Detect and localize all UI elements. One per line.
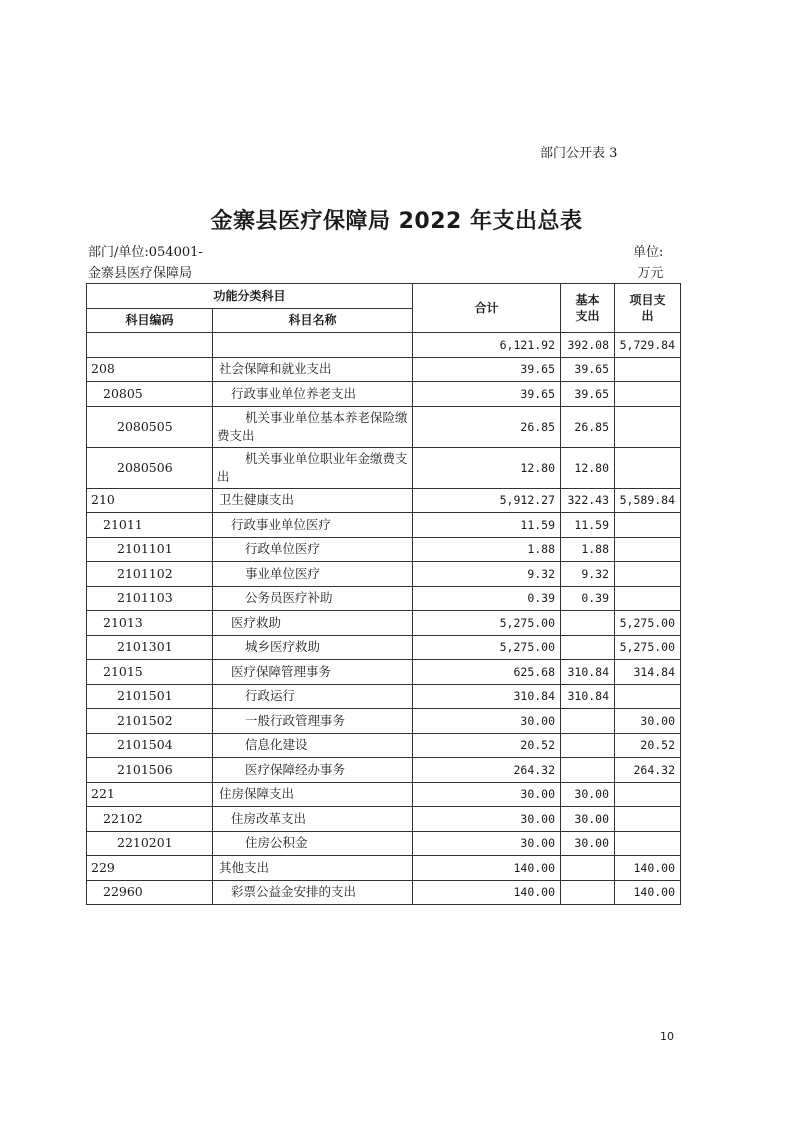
table-row — [87, 684, 681, 709]
cell-total: 264.32 — [413, 758, 561, 783]
cell-name: 住房保障支出 — [213, 782, 413, 807]
expenditure-table — [86, 283, 681, 905]
header-name: 科目名称 — [213, 308, 413, 333]
cell-total: 9.32 — [413, 562, 561, 587]
cell-total: 30.00 — [413, 807, 561, 832]
cell-code — [87, 333, 213, 358]
table-row — [87, 758, 681, 783]
cell-name: 机关事业单位基本养老保险缴费支出 — [213, 406, 413, 447]
cell-name: 机关事业单位职业年金缴费支出 — [213, 447, 413, 488]
cell-name: 卫生健康支出 — [213, 488, 413, 513]
cell-name: 行政运行 — [213, 684, 413, 709]
cell-name: 医疗保障经办事务 — [213, 758, 413, 783]
cell-name — [213, 333, 413, 358]
cell-code: 2210201 — [87, 831, 213, 856]
cell-total: 5,912.27 — [413, 488, 561, 513]
table-body — [87, 333, 681, 905]
header-basic-line2: 支出 — [575, 309, 600, 323]
cell-project — [615, 382, 681, 407]
table-row — [87, 831, 681, 856]
cell-code: 21015 — [87, 660, 213, 685]
cell-code: 2101502 — [87, 709, 213, 734]
cell-code: 20805 — [87, 382, 213, 407]
table-row — [87, 856, 681, 881]
cell-total: 5,275.00 — [413, 611, 561, 636]
cell-project: 20.52 — [615, 733, 681, 758]
cell-name: 行政事业单位医疗 — [213, 513, 413, 538]
cell-name: 信息化建设 — [213, 733, 413, 758]
cell-code: 21013 — [87, 611, 213, 636]
cell-project: 5,275.00 — [615, 611, 681, 636]
cell-code: 2101506 — [87, 758, 213, 783]
cell-basic: 11.59 — [561, 513, 615, 538]
table-row — [87, 660, 681, 685]
cell-name: 一般行政管理事务 — [213, 709, 413, 734]
cell-basic — [561, 709, 615, 734]
table-row — [87, 537, 681, 562]
cell-project — [615, 513, 681, 538]
table-row — [87, 586, 681, 611]
cell-name: 城乡医疗救助 — [213, 635, 413, 660]
table-row — [87, 880, 681, 905]
cell-code: 208 — [87, 357, 213, 382]
unit-label-line2: 万元 — [637, 266, 664, 281]
cell-basic: 322.43 — [561, 488, 615, 513]
cell-basic: 30.00 — [561, 807, 615, 832]
table-row — [87, 488, 681, 513]
cell-name: 医疗保障管理事务 — [213, 660, 413, 685]
cell-basic: 39.65 — [561, 382, 615, 407]
cell-total: 5,275.00 — [413, 635, 561, 660]
unit-label-line1: 单位: — [633, 245, 664, 260]
cell-basic: 12.80 — [561, 447, 615, 488]
cell-basic: 1.88 — [561, 537, 615, 562]
cell-code: 21011 — [87, 513, 213, 538]
header-project-line2: 出 — [641, 309, 654, 323]
cell-project — [615, 807, 681, 832]
table-row — [87, 709, 681, 734]
cell-total: 625.68 — [413, 660, 561, 685]
cell-basic — [561, 880, 615, 905]
cell-code: 2101103 — [87, 586, 213, 611]
cell-name: 行政事业单位养老支出 — [213, 382, 413, 407]
page-number: 10 — [660, 1030, 674, 1043]
cell-project: 314.84 — [615, 660, 681, 685]
cell-project: 264.32 — [615, 758, 681, 783]
cell-basic: 39.65 — [561, 357, 615, 382]
cell-code: 221 — [87, 782, 213, 807]
cell-project — [615, 537, 681, 562]
cell-project — [615, 447, 681, 488]
cell-project — [615, 586, 681, 611]
cell-name: 公务员医疗补助 — [213, 586, 413, 611]
table-row — [87, 611, 681, 636]
table-row — [87, 782, 681, 807]
cell-name: 其他支出 — [213, 856, 413, 881]
header-basic-line1: 基本 — [575, 293, 600, 307]
cell-basic: 310.84 — [561, 684, 615, 709]
cell-basic: 30.00 — [561, 831, 615, 856]
cell-project — [615, 357, 681, 382]
table-row — [87, 382, 681, 407]
cell-project: 5,589.84 — [615, 488, 681, 513]
cell-total: 39.65 — [413, 357, 561, 382]
cell-project — [615, 406, 681, 447]
header-basic — [561, 284, 615, 333]
cell-project — [615, 782, 681, 807]
cell-total: 39.65 — [413, 382, 561, 407]
cell-project — [615, 684, 681, 709]
cell-name: 彩票公益金安排的支出 — [213, 880, 413, 905]
cell-total: 140.00 — [413, 880, 561, 905]
header-code: 科目编码 — [87, 308, 213, 333]
cell-basic: 392.08 — [561, 333, 615, 358]
cell-project: 140.00 — [615, 856, 681, 881]
cell-total: 1.88 — [413, 537, 561, 562]
cell-code: 2080506 — [87, 447, 213, 488]
page-title: 金寨县医疗保障局 2022 年支出总表 — [210, 209, 583, 234]
cell-basic: 9.32 — [561, 562, 615, 587]
cell-code: 210 — [87, 488, 213, 513]
cell-project: 140.00 — [615, 880, 681, 905]
cell-name: 住房改革支出 — [213, 807, 413, 832]
table-row — [87, 447, 681, 488]
form-number: 部门公开表 3 — [540, 146, 618, 161]
unit-label — [633, 242, 663, 284]
cell-code: 2101102 — [87, 562, 213, 587]
cell-total: 0.39 — [413, 586, 561, 611]
header-total: 合计 — [413, 284, 561, 333]
department-label-line1: 部门/单位:054001- — [88, 245, 203, 260]
cell-code: 2101501 — [87, 684, 213, 709]
cell-project — [615, 562, 681, 587]
cell-total: 11.59 — [413, 513, 561, 538]
table-row — [87, 807, 681, 832]
cell-basic — [561, 635, 615, 660]
table-row — [87, 733, 681, 758]
cell-total: 26.85 — [413, 406, 561, 447]
table-row — [87, 513, 681, 538]
department-label — [88, 242, 203, 284]
table-row — [87, 357, 681, 382]
cell-name: 住房公积金 — [213, 831, 413, 856]
header-project — [615, 284, 681, 333]
cell-code: 22960 — [87, 880, 213, 905]
cell-code: 22102 — [87, 807, 213, 832]
cell-project: 5,275.00 — [615, 635, 681, 660]
cell-name: 医疗救助 — [213, 611, 413, 636]
table-row — [87, 333, 681, 358]
cell-name: 事业单位医疗 — [213, 562, 413, 587]
cell-project: 30.00 — [615, 709, 681, 734]
cell-basic — [561, 611, 615, 636]
cell-code: 2101101 — [87, 537, 213, 562]
header-project-line1: 项目支 — [629, 293, 666, 307]
cell-basic: 30.00 — [561, 782, 615, 807]
table-row — [87, 635, 681, 660]
cell-total: 30.00 — [413, 831, 561, 856]
cell-basic: 310.84 — [561, 660, 615, 685]
cell-code: 2101504 — [87, 733, 213, 758]
cell-code: 229 — [87, 856, 213, 881]
header-func-category: 功能分类科目 — [87, 284, 413, 309]
department-label-line2: 金寨县医疗保障局 — [88, 266, 193, 281]
cell-basic: 0.39 — [561, 586, 615, 611]
cell-total: 140.00 — [413, 856, 561, 881]
cell-code: 2080505 — [87, 406, 213, 447]
cell-project — [615, 831, 681, 856]
cell-total: 30.00 — [413, 709, 561, 734]
table-row — [87, 406, 681, 447]
cell-total: 20.52 — [413, 733, 561, 758]
cell-basic — [561, 733, 615, 758]
table-row — [87, 562, 681, 587]
cell-code: 2101301 — [87, 635, 213, 660]
cell-total: 12.80 — [413, 447, 561, 488]
cell-basic: 26.85 — [561, 406, 615, 447]
cell-total: 6,121.92 — [413, 333, 561, 358]
cell-basic — [561, 758, 615, 783]
cell-project: 5,729.84 — [615, 333, 681, 358]
cell-basic — [561, 856, 615, 881]
cell-name: 社会保障和就业支出 — [213, 357, 413, 382]
cell-name: 行政单位医疗 — [213, 537, 413, 562]
cell-total: 30.00 — [413, 782, 561, 807]
cell-total: 310.84 — [413, 684, 561, 709]
